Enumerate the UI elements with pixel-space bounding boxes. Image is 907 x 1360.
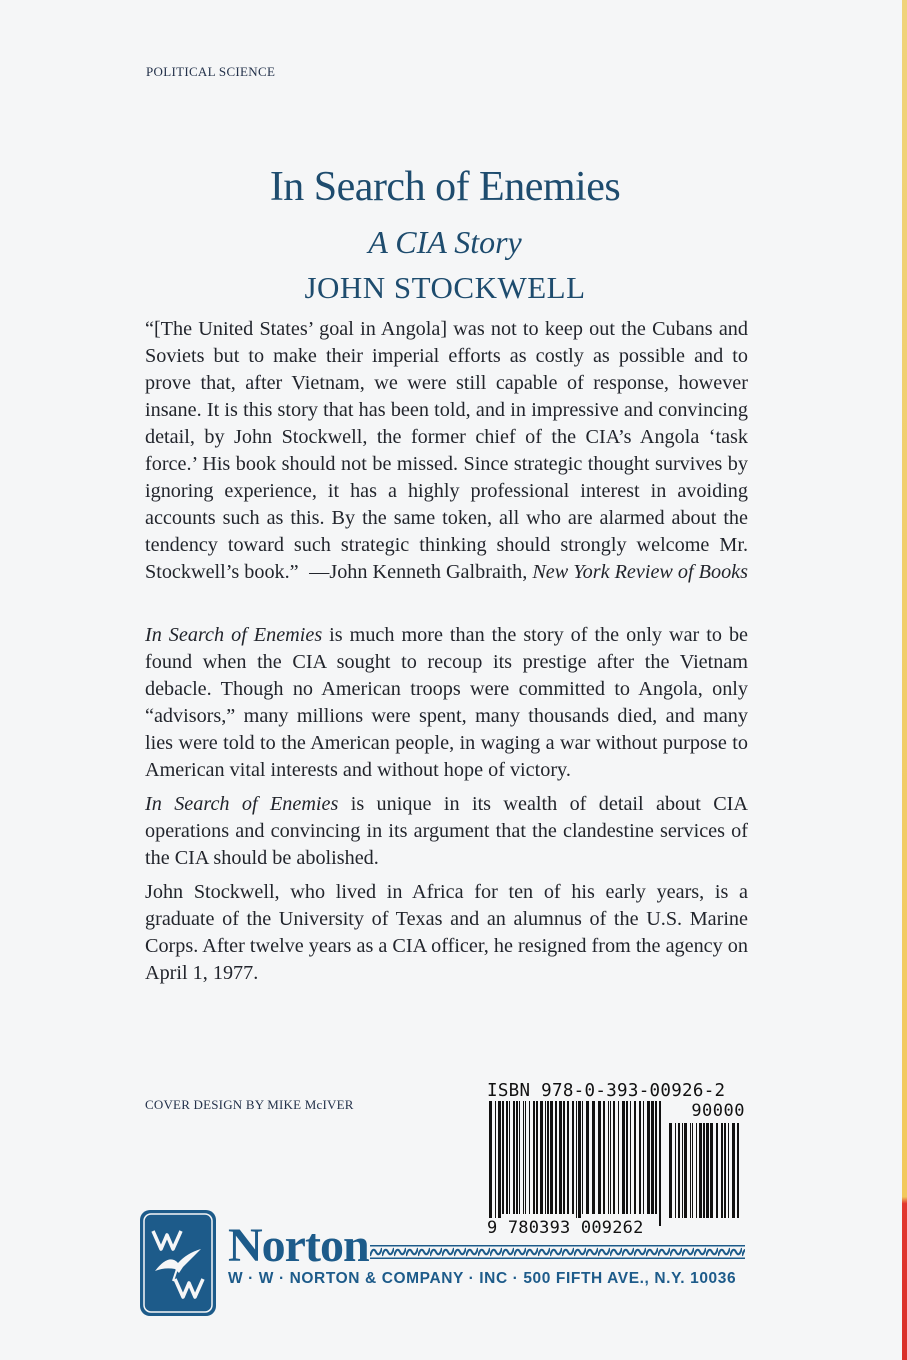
description-text: is unique in its wealth of detail about CIA operations and convincing in its argument that the clandestine services of the CIA should be abolished. <box>145 793 748 869</box>
addon-barcode-bar <box>690 1123 691 1218</box>
publisher-name: Norton <box>228 1219 369 1272</box>
barcode-bar <box>634 1101 636 1214</box>
barcode-bar <box>608 1101 609 1214</box>
addon-barcode-bar <box>737 1123 739 1218</box>
description-italic-lead: In Search of Enemies <box>145 624 323 646</box>
ean-number: 9 780393 009262 <box>487 1218 648 1238</box>
barcode-bar <box>495 1101 496 1226</box>
addon-barcode-bar <box>716 1123 718 1218</box>
quote-attribution <box>309 559 748 586</box>
description-paragraph-1 <box>145 622 748 784</box>
book-title: In Search of Enemies <box>269 164 621 210</box>
barcode-bar <box>519 1101 520 1214</box>
addon-barcode-bar <box>732 1123 735 1218</box>
barcode-bar <box>578 1101 581 1226</box>
barcode-bar <box>598 1101 601 1214</box>
barcode-bar <box>576 1101 577 1226</box>
barcode-bar <box>622 1101 625 1214</box>
barcode-bar <box>647 1101 650 1214</box>
barcode-bar <box>626 1101 628 1214</box>
barcode-bar <box>567 1101 569 1214</box>
addon-barcode-bar <box>682 1123 683 1218</box>
description-paragraph-2 <box>145 791 748 872</box>
barcode-bar <box>586 1101 589 1214</box>
attribution-source: New York Review of Books <box>532 561 748 583</box>
author-bio-paragraph <box>145 879 748 987</box>
addon-barcode-bar <box>669 1123 672 1218</box>
price-code: 90000 <box>691 1101 745 1121</box>
isbn-label: ISBN 978-0-393-00926-2 <box>487 1081 726 1101</box>
barcode-bar <box>502 1101 504 1214</box>
addon-barcode-bar <box>706 1123 709 1218</box>
norton-seagull-logo-icon <box>139 1209 217 1317</box>
barcode-bar <box>550 1101 553 1214</box>
barcode-bar <box>651 1101 654 1214</box>
barcode-bar <box>498 1101 501 1226</box>
addon-barcode-bar <box>684 1123 687 1218</box>
author-bio-text: John Stockwell, who lived in Africa for ten of his early years, is a graduate of the University of Texas and an alumnus of the U.S. Marine Corps. After twelve years as a CIA officer, he resigned from the agency on April 1, 1977. <box>145 881 748 984</box>
publisher-address: W · W · NORTON & COMPANY · INC · 500 FIFTH AVE., N.Y. 10036 <box>228 1270 737 1287</box>
barcode-bar <box>536 1101 538 1214</box>
addon-barcode-bar <box>710 1123 713 1218</box>
attribution-name: —John Kenneth Galbraith, <box>309 561 533 583</box>
barcode-image <box>487 1101 665 1226</box>
barcode-bar <box>572 1101 574 1214</box>
addon-barcode-bar <box>721 1123 723 1218</box>
barcode-bar <box>509 1101 510 1214</box>
barcode-bar <box>516 1101 518 1214</box>
barcode-bar <box>533 1101 535 1214</box>
addon-barcode-image <box>667 1123 745 1218</box>
addon-barcode-bar <box>728 1123 729 1218</box>
addon-barcode-bar <box>692 1123 693 1218</box>
book-author: JOHN STOCKWELL <box>304 270 586 305</box>
barcode-bar <box>639 1101 641 1214</box>
barcode-bar <box>559 1101 562 1214</box>
isbn-barcode-block <box>487 1081 745 1241</box>
barcode-bar <box>630 1101 631 1214</box>
barcode-bar <box>540 1101 543 1214</box>
barcode-bar <box>613 1101 615 1214</box>
barcode-bar <box>655 1101 657 1214</box>
barcode-bar <box>563 1101 565 1214</box>
barcode-bar <box>545 1101 546 1214</box>
category-label: POLITICAL SCIENCE <box>146 64 276 79</box>
barcode-row <box>487 1101 745 1241</box>
barcode-bar <box>489 1101 492 1226</box>
barcode-bar <box>529 1101 530 1214</box>
barcode-bar <box>506 1101 508 1214</box>
description-italic-lead: In Search of Enemies <box>145 793 339 815</box>
cover-credit: COVER DESIGN BY MIKE McIVER <box>145 1097 354 1112</box>
barcode-bar <box>547 1101 549 1214</box>
book-subtitle: A CIA Story <box>368 224 522 260</box>
description-text: is much more than the story of the only war to be found when the CIA sought to recoup its prestige after the Vietnam debacle. Though no American troops were committed to Angola, only “advisors,” many millions were spent, many thousands died, and many lies were told to the American people, in waging a war without purpose to American vital interests and without hope of victory. <box>145 624 749 781</box>
quote-paragraph <box>145 316 748 586</box>
barcode-bar <box>618 1101 619 1214</box>
wave-ornament-icon <box>370 1244 745 1260</box>
review-quote <box>145 316 748 593</box>
addon-barcode-bar <box>675 1123 676 1218</box>
addon-barcode-bar <box>703 1123 705 1218</box>
barcode-bar <box>523 1101 524 1214</box>
barcode-bar <box>513 1101 515 1214</box>
barcode-bar <box>659 1101 661 1226</box>
quote-text: “[The United States’ goal in Angola] was not to keep out the Cubans and Soviets but to make their imperial efforts as costly as possible and to prove that, after Vietnam, we were still capable of response, however insane. It is this story that has been told, and in impressive and convincing detail, by John Stockwell, the former chief of the CIA’s Angola ‘task force.’ His book should not be missed. Since strategic thought survives by ignoring experience, it has a highly professional interest in avoiding accounts such as this. By the same token, all who are alarmed about the tendency toward such strategic thinking should strongly welcome Mr. Stockwell’s book.” <box>145 318 748 583</box>
addon-barcode-bar <box>724 1123 726 1218</box>
barcode-bar <box>582 1101 583 1214</box>
addon-barcode-bar <box>696 1123 697 1218</box>
book-description <box>145 622 748 994</box>
addon-barcode-bar <box>678 1123 680 1218</box>
addon-barcode-bar <box>699 1123 702 1218</box>
page-edge-strip <box>902 0 907 1360</box>
barcode-bar <box>603 1101 605 1214</box>
barcode-bar <box>610 1101 611 1214</box>
barcode-bar <box>525 1101 526 1214</box>
barcode-bar <box>555 1101 557 1214</box>
barcode-bar <box>592 1101 595 1214</box>
barcode-bar <box>643 1101 644 1214</box>
